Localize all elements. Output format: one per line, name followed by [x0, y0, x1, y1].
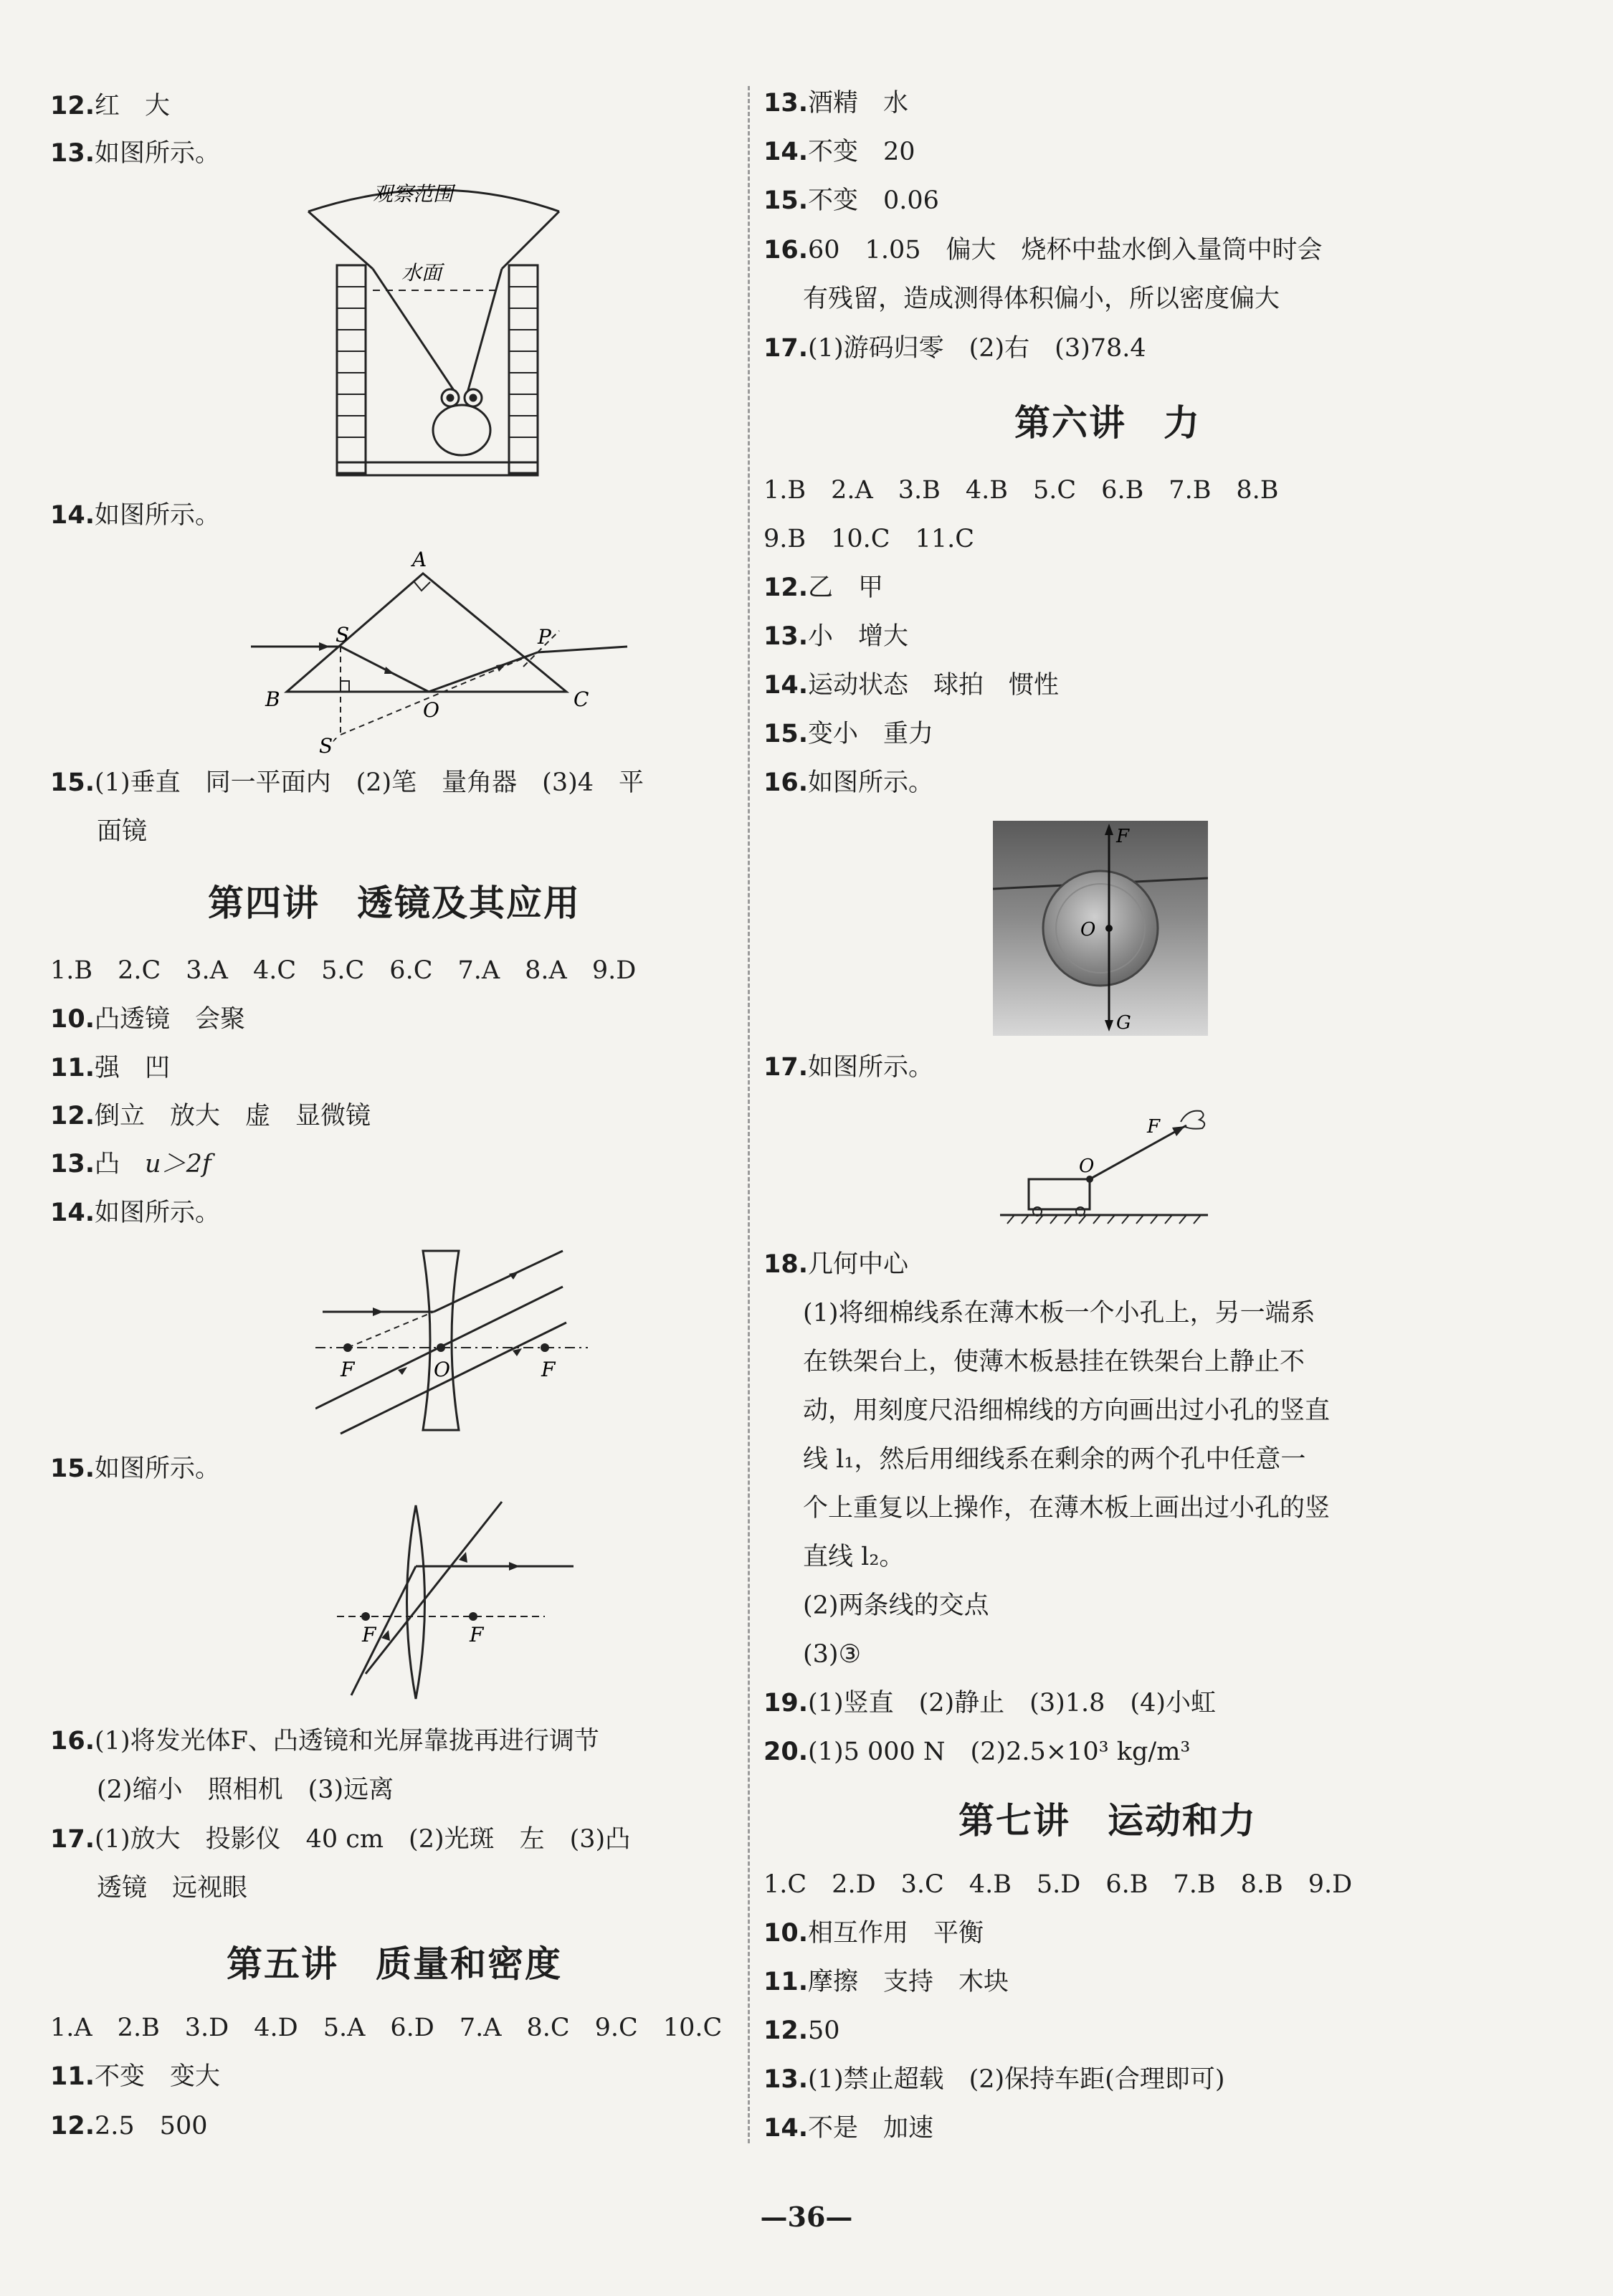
answer-text: 2.5 500: [95, 2112, 208, 2140]
answer-6-14: [763, 668, 1059, 702]
q-number: 13.: [763, 89, 809, 118]
answer-15: [50, 766, 644, 800]
answer-text: (1)游码归零 (2)右 (3)78.4: [808, 334, 1146, 363]
q-number: 17.: [50, 1825, 95, 1854]
q-number: 13.: [763, 2065, 809, 2094]
answer-text: (1)放大 投影仪 40 cm (2)光斑 左 (3)凸: [95, 1825, 631, 1854]
answer-text: 相互作用 平衡: [808, 1919, 984, 1948]
q-number: 12.: [50, 1102, 95, 1130]
prism-reflection-figure: [251, 545, 652, 760]
mc-answers-5: 1.A 2.B 3.D 4.D 5.A 6.D 7.A 8.C 9.C 10.C: [50, 2014, 723, 2042]
answer-text: 运动状态 球拍 惯性: [808, 671, 1060, 700]
answer-math: u＞2f: [145, 1150, 211, 1178]
answer-text: 酒精 水: [808, 89, 909, 118]
q-number: 16.: [763, 236, 809, 265]
q-number: 17.: [763, 1053, 809, 1082]
answer-text: 不是 加速: [808, 2114, 934, 2143]
answer-text: 强 凹: [95, 1054, 171, 1082]
figure-label: S: [336, 623, 350, 647]
section-title-4: 第四讲 透镜及其应用: [208, 882, 581, 924]
figure-label: O: [434, 1358, 450, 1381]
answer-text: 如图所示。: [95, 1454, 221, 1483]
answer-text: 如图所示。: [95, 1199, 221, 1227]
q-number: 16.: [763, 768, 809, 797]
answer-6-16: [763, 766, 933, 800]
answer-text: 不变 20: [808, 138, 915, 166]
q-number: 12.: [50, 92, 95, 120]
q-number: 11.: [50, 1054, 95, 1082]
q-number: 15.: [50, 768, 95, 797]
mc-answers-7: 1.C 2.D 3.C 4.B 5.D 6.B 7.B 8.B 9.D: [763, 1870, 1353, 1899]
answer-text: 倒立 放大 虚 显微镜: [95, 1102, 371, 1130]
answer-6-19: [763, 1686, 1216, 1720]
pulled-box-figure: [993, 1100, 1222, 1233]
figure-label: O: [1079, 1156, 1095, 1177]
answer-text: 摩擦 支持 木块: [808, 1968, 1009, 1996]
section-title-7: 第七讲 运动和力: [958, 1799, 1257, 1842]
answer-r16-cont: 有残留，造成测得体积偏小，所以密度偏大: [803, 285, 1280, 313]
figure-label: O: [423, 698, 439, 722]
q-number: 10.: [763, 1919, 809, 1948]
frog-in-well-figure: [294, 183, 581, 484]
q-number: 15.: [763, 720, 809, 748]
answer-6-18-line: 在铁架台上，使薄木板悬挂在铁架台上静止不: [803, 1348, 1305, 1376]
figure-label: F: [470, 1623, 484, 1647]
answer-12: [50, 89, 170, 123]
answer-text: 不变 0.06: [808, 186, 939, 215]
q-number: 17.: [763, 334, 809, 363]
q-number: 12.: [763, 2016, 809, 2045]
page-number: —36—: [760, 2201, 853, 2233]
q-number: 15.: [50, 1454, 95, 1483]
q-number: 14.: [50, 501, 95, 530]
answer-4-11: [50, 1051, 170, 1085]
answer-5-12: [50, 2109, 207, 2143]
mc-answers-6a: 1.B 2.A 3.B 4.B 5.C 6.B 7.B 8.B: [763, 476, 1279, 505]
answer-6-18-line: 动，用刻度尺沿细棉线的方向画出过小孔的竖直: [803, 1396, 1331, 1425]
answer-4-17-cont: 透镜 远视眼: [97, 1874, 248, 1902]
answer-6-13: [763, 619, 908, 654]
concave-lens-figure: [315, 1244, 588, 1437]
q-number: 19.: [763, 1689, 809, 1718]
answer-4-12: [50, 1099, 371, 1133]
answer-text: (1)将发光体F、凸透镜和光屏靠拢再进行调节: [95, 1727, 599, 1756]
answer-r15: [763, 184, 939, 218]
answer-r17: [763, 331, 1146, 366]
figure-label: F: [541, 1358, 556, 1381]
answer-text: 如图所示。: [95, 139, 221, 168]
answer-text: 如图所示。: [95, 501, 221, 530]
answer-text: 如图所示。: [808, 768, 934, 797]
q-number: 12.: [763, 573, 809, 602]
answer-text: 如图所示。: [808, 1053, 934, 1082]
answer-text: 小 增大: [808, 622, 909, 651]
figure-label: S′: [319, 734, 338, 758]
q-number: 14.: [763, 671, 809, 700]
answer-6-12: [763, 571, 883, 605]
answer-6-20: [763, 1735, 1190, 1769]
answer-4-17: [50, 1822, 630, 1857]
answer-7-11: [763, 1965, 1009, 1999]
answer-6-17: [763, 1050, 933, 1085]
q-number: 14.: [763, 138, 809, 166]
section-title-6: 第六讲 力: [1014, 401, 1201, 444]
figure-label: C: [574, 687, 589, 711]
q-number: 18.: [763, 1250, 809, 1279]
figure-label: F: [341, 1358, 355, 1381]
figure-label: G: [1116, 1012, 1131, 1034]
answer-6-15: [763, 717, 933, 751]
q-number: 20.: [763, 1738, 809, 1766]
q-number: 15.: [763, 186, 809, 215]
answer-4-14: [50, 1196, 220, 1230]
q-number: 11.: [50, 2062, 95, 2091]
answer-r13: [763, 86, 908, 120]
answer-7-10: [763, 1916, 984, 1950]
q-number: 13.: [50, 1150, 95, 1178]
answer-6-18-line: 直线 l₂。: [803, 1543, 905, 1571]
answer-text: 不变 变大: [95, 2062, 221, 2091]
answer-text: (1)竖直 (2)静止 (3)1.8 (4)小虹: [808, 1689, 1216, 1718]
figure-label: P: [538, 625, 551, 649]
answer-6-18-line: (1)将细棉线系在薄木板一个小孔上，另一端系: [803, 1299, 1315, 1328]
answer-text: 50: [808, 2016, 840, 2045]
answer-text: 凸透镜 会聚: [95, 1005, 246, 1034]
answer-6-18-line: (2)两条线的交点: [803, 1591, 989, 1620]
q-number: 13.: [50, 139, 95, 168]
answer-r14: [763, 135, 915, 169]
answer-text: (1)禁止超载 (2)保持车距(合理即可): [808, 2065, 1225, 2094]
answer-15-cont: 面镜: [97, 817, 148, 846]
q-number: 11.: [763, 1968, 809, 1996]
coin-force-photo: [993, 821, 1208, 1036]
section-title-5: 第五讲 质量和密度: [227, 1943, 562, 1985]
answer-text: 凸: [95, 1150, 146, 1178]
answer-text: 几何中心: [808, 1250, 909, 1279]
answer-text: (1)垂直 同一平面内 (2)笔 量角器 (3)4 平: [95, 768, 644, 797]
answer-4-13: [50, 1147, 211, 1181]
answer-13: [50, 136, 220, 171]
q-number: 16.: [50, 1727, 95, 1756]
mc-answers-4: 1.B 2.C 3.A 4.C 5.C 6.C 7.A 8.A 9.D: [50, 956, 637, 985]
figure-label: F: [1147, 1116, 1161, 1138]
answer-text: 乙 甲: [808, 573, 884, 602]
mc-answers-6b: 9.B 10.C 11.C: [763, 525, 974, 553]
q-number: 13.: [763, 622, 809, 651]
figure-label: B: [265, 687, 280, 711]
answer-6-18: [763, 1247, 908, 1282]
answer-7-12: [763, 2014, 840, 2048]
figure-label: F: [1116, 826, 1130, 847]
answer-14: [50, 498, 220, 533]
answer-6-18-line: 个上重复以上操作，在薄木板上画出过小孔的竖: [803, 1494, 1331, 1523]
answer-6-18-line: (3)③: [803, 1640, 861, 1669]
figure-label: A: [412, 548, 427, 571]
q-number: 10.: [50, 1005, 95, 1034]
figure-label: O: [1080, 919, 1096, 940]
figure-label: 观察范围: [373, 183, 454, 206]
q-number: 12.: [50, 2112, 95, 2140]
answer-text: 60 1.05 偏大 烧杯中盐水倒入量筒中时会: [808, 236, 1323, 265]
answer-4-10: [50, 1002, 245, 1037]
frog-icon: [433, 389, 490, 455]
figure-label: 水面: [401, 261, 442, 285]
answer-text: 红 大: [95, 92, 171, 120]
answer-text: 变小 重力: [808, 720, 934, 748]
answer-6-18-line: 线 l₁，然后用细线系在剩余的两个孔中任意一: [803, 1445, 1306, 1474]
answer-4-16: [50, 1724, 599, 1758]
q-number: 14.: [763, 2114, 809, 2143]
answer-5-11: [50, 2059, 220, 2094]
answer-text: (1)5 000 N (2)2.5×10³ kg/m³: [808, 1738, 1191, 1766]
answer-4-15: [50, 1452, 220, 1486]
answer-r16: [763, 233, 1322, 267]
q-number: 14.: [50, 1199, 95, 1227]
answer-7-13: [763, 2062, 1224, 2097]
figure-label: F: [362, 1623, 376, 1647]
answer-4-16-cont: (2)缩小 照相机 (3)远离: [97, 1776, 394, 1804]
column-divider: [748, 86, 750, 2143]
answer-7-14: [763, 2111, 933, 2145]
convex-lens-figure: [308, 1498, 581, 1706]
